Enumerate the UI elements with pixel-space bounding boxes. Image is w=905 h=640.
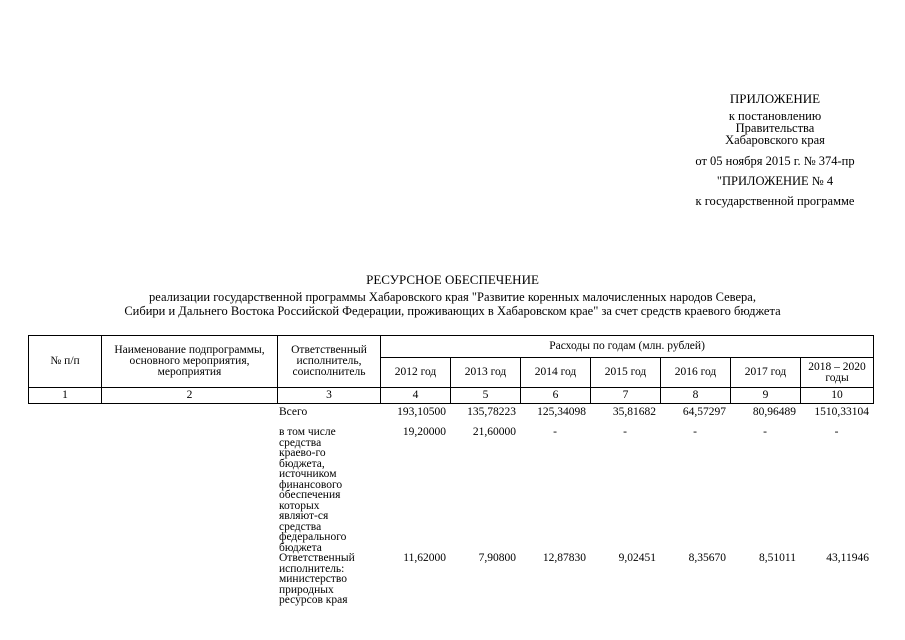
column-number: 1: [29, 388, 102, 404]
cell-value: 125,34098: [537, 406, 586, 418]
column-number: 5: [451, 388, 521, 404]
header-num: № п/п: [29, 336, 102, 388]
cell-value: 9,02451: [618, 552, 656, 564]
cell-value: 19,20000: [402, 426, 446, 438]
header-name: Наименование подпрограммы, основного мероприятия, мероприятия: [102, 336, 278, 388]
header-year-2013: 2013 год: [451, 358, 521, 388]
cell-value: -: [693, 426, 697, 438]
column-number: 3: [278, 388, 381, 404]
cell-value: 11,62000: [403, 552, 446, 564]
cell-value: 193,10500: [397, 406, 446, 418]
document-subtitle-line-1: реализации государственной программы Хабаровского края "Развитие коренных малочисленных народов Севера,: [149, 290, 756, 304]
cell-value: 35,81682: [612, 406, 656, 418]
cell-value: 135,78223: [467, 406, 516, 418]
table-body: [28, 407, 873, 613]
row-label: Всего: [279, 406, 308, 418]
cell-value: 21,60000: [472, 426, 516, 438]
column-number: 2: [102, 388, 278, 404]
column-number: 10: [801, 388, 874, 404]
column-number: 4: [381, 388, 451, 404]
appendix-line-1: к постановлению: [728, 109, 822, 123]
header-executor: Ответственный исполнитель, соисполнитель: [278, 336, 381, 388]
row-label: в том числе средства краево-го бюджета, источником финансового обеспечения которых являют-ся средства федерального бюджета: [279, 426, 347, 554]
table-row: [28, 553, 873, 613]
appendix-line-2: Правительства: [735, 121, 815, 135]
cell-value: 8,35670: [688, 552, 726, 564]
cell-value: 64,57297: [682, 406, 726, 418]
header-year-2014: 2014 год: [521, 358, 591, 388]
header-year-2012: 2012 год: [381, 358, 451, 388]
header-expenses: Расходы по годам (млн. рублей): [381, 336, 874, 358]
cell-value: 43,11946: [826, 552, 869, 564]
row-label: Ответственный исполнитель: министерство природных ресурсов края: [279, 552, 355, 606]
cell-value: -: [623, 426, 627, 438]
table-row: [28, 407, 873, 427]
appendix-line-3: Хабаровского края: [725, 133, 825, 147]
header-year-2017: 2017 год: [731, 358, 801, 388]
header-year-2016: 2016 год: [661, 358, 731, 388]
cell-value: -: [553, 426, 557, 438]
cell-value: 12,87830: [542, 552, 586, 564]
table-row: [28, 427, 873, 553]
appendix-line-6: к государственной программе: [695, 194, 855, 208]
document-title: РЕСУРСНОЕ ОБЕСПЕЧЕНИЕ: [366, 272, 539, 287]
column-number: 7: [591, 388, 661, 404]
cell-value: 1510,33104: [814, 406, 869, 418]
cell-value: 8,51011: [759, 552, 796, 564]
table-header: [28, 335, 874, 404]
cell-value: 7,90800: [478, 552, 516, 564]
column-number: 9: [731, 388, 801, 404]
cell-value: 80,96489: [752, 406, 796, 418]
appendix-title: ПРИЛОЖЕНИЕ: [729, 91, 821, 106]
header-year-2015: 2015 год: [591, 358, 661, 388]
document-subtitle-line-2: Сибири и Дальнего Востока Российской Федерации, проживающих в Хабаровском крае" за счет средств краевого бюджета: [124, 304, 781, 318]
appendix-line-4: от 05 ноября 2015 г. № 374-пр: [695, 154, 855, 168]
cell-value: -: [834, 426, 839, 438]
cell-value: -: [763, 426, 767, 438]
column-number: 8: [661, 388, 731, 404]
header-year-2018-2020: 2018 – 2020 годы: [801, 358, 874, 388]
appendix-line-5: "ПРИЛОЖЕНИЕ № 4: [716, 174, 834, 188]
column-number: 6: [521, 388, 591, 404]
